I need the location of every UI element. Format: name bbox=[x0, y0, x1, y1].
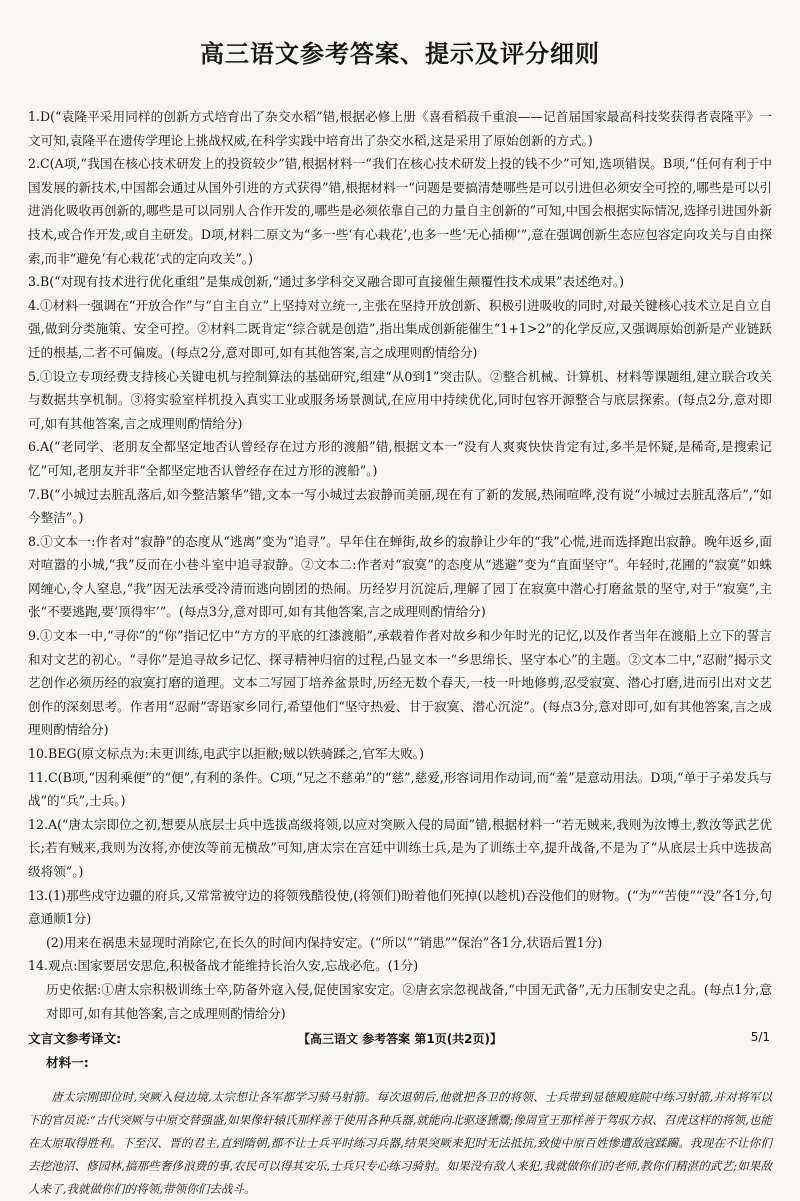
answer-list bbox=[28, 105, 772, 1025]
section-heading: 文言文参考译文: bbox=[28, 1031, 122, 1047]
answer-item-13-2: (2)用来在祸患未显现时消除它,在长久的时间内保持安定。(“所以”“销患”“保治”各1分,状语后置1分) bbox=[46, 934, 603, 950]
answer-item-10: 10.BEG(原文标点为:未更训练,电武宇以拒敝;贼以铁骑蹂之,官军大败。) bbox=[28, 746, 424, 762]
answer-item-11: 11.C(B项,“因利乘便”的“便”,有利的条件。C项,“兄之不慈弟”的“慈”,慈爱,形容词用作动词,而“羞”是意动用法。D项,“单于子弟发兵与战”的“兵”,士兵。) bbox=[28, 769, 772, 809]
answer-item-3: 3.B(“对现有技术进行优化重组”是集成创新,“通过多学科交叉融合即可直接催生颠覆性技术成果”表述绝对。) bbox=[28, 274, 625, 290]
footer-label: 【高三语文 参考答案 第1页(共2页)】 bbox=[297, 1032, 503, 1046]
page-number: 5/1 bbox=[750, 1030, 770, 1044]
answer-item-7: 7.B(“小城过去脏乱落后,如今整洁繁华”错,文本一写小城过去寂静而美丽,现在有了新的发展,热闹喧哗,没有说“小城过去脏乱落后”,“如今整洁”。) bbox=[28, 486, 772, 526]
answer-item-1: 1.D(“袁隆平采用同样的创新方式培育出了杂交水稻”错,根据必修上册《喜看稻菽千重浪——记首届国家最高科技奖获得者袁隆平》一文可知,袁隆平在遗传学理论上挑战权威,在科学实践中培育出了杂交水稻,这是采用了原始创新的方式。) bbox=[28, 109, 772, 148]
page-footer bbox=[0, 1030, 800, 1052]
translation-text: 唐太宗刚即位时,突厥入侵边境,太宗想让各军都学习骑马射箭。每次退朝后,他就把各卫的将领、士兵带到显德殿庭院中练习射箭,并对将军以下的官员说:“古代突厥与中原交替强盛,如果像轩辕氏那样善于使用各种兵器,就能向北驱逐獯鬻;像周宣王那样善于驾驭方叔、召虎这样的将领,也能在太原取得胜利。下至汉、晋的君主,直到隋朝,都不让士兵平时练习兵器,结果突厥来犯时无法抵抗,致使中原百姓惨遭敌寇蹂躏。我现在不让你们去挖池沼、修园林,搞那些奢侈浪费的事,农民可以得其安乐,士兵只专心练习骑射。如果没有敌人来犯,我就做你们的老师,教你们精湛的武艺;如果敌人来了,我就做你们的将领,带领你们去战斗。 bbox=[28, 1089, 772, 1196]
answer-item-8: 8.①文本一:作者对“寂静”的态度从“逃离”变为“追寻”。早年住在蝉街,故乡的寂静让少年的“我”心慌,进而选择跑出寂静。晚年返乡,面对喧嚣的小城,“我”反而在小巷斗室中追寻寂静。②文本二:作者对“寂寞”的态度从“逃避”变为“直面坚守”。年轻时,花圃的“寂寞”如蛛网缠心,令人窒息,“我”因无法承受冷清而逃向剧团的热闹。历经岁月沉淀后,理解了园丁在寂寞中潜心打磨盆景的坚守,对于“寂寞”,主张“不要逃跑,要‘顶得牢’”。(每点3分,意对即可,如有其他答案,言之成理则酌情给分) bbox=[28, 533, 772, 620]
answer-item-9: 9.①文本一中,“寻你”的“你”指记忆中“方方的平底的红漆渡船”,承载着作者对故乡和少年时光的记忆,以及作者当年在渡船上立下的誓言和对文艺的初心。“寻你”是追寻故乡记忆、探寻精神归宿的过程,凸显文本一“乡思绵长、坚守本心”的主题。②文本二中,“忍耐”揭示文艺创作必须历经的寂寞打磨的道理。文本二写园丁培养盆景时,历经无数个春天,一枝一叶地修剪,忍受寂寞、潜心打磨,进而引出对文艺创作的深刻思考。作者用“忍耐”寄语家乡同行,希望他们“坚守热爱、甘于寂寞、潜心沉淀”。(每点3分,意对即可,如有其他答案,言之成理则酌情给分) bbox=[28, 628, 772, 738]
page-title: 高三语文参考答案、提示及评分细则 bbox=[200, 40, 600, 68]
material-heading: 材料一: bbox=[46, 1054, 89, 1070]
answer-item-14: 14.观点:国家要居安思危,积极备战才能维持长治久安,忘战必危。(1分) bbox=[28, 958, 419, 974]
answer-item-14-evidence: 历史依据:①唐太宗积极训练士卒,防备外寇入侵,促使国家安定。②唐玄宗忽视战备,“中国无武备”,无力压制安史之乱。(每点1分,意对即可,如有其他答案,言之成理则酌情给分) bbox=[46, 981, 772, 1021]
answer-item-2: 2.C(A项,“我国在核心技术研发上的投资较少”错,根据材料一“我们在核心技术研发上投的钱不少”可知,选项错误。B项,“任何有利于中国发展的新技术,中国都会通过从国外引进的方式获得”错,根据材料一“问题是要搞清楚哪些是可以引进但必须安全可控的,哪些是可以引进消化吸收再创新的,哪些是可以同别人合作开发的,哪些是必须依靠自己的力量自主创新的”可知,中国会根据实际情况,选择引进国外新技术,或合作开发,或自主研发。D项,材料二原文为“多一些‘有心栽花’,也多一些‘无心插柳’”,意在强调创新生态应包容定向攻关与自由探索,而非“避免‘有心栽花’式的定向攻关”。) bbox=[28, 156, 772, 266]
answer-item-13-1: 13.(1)那些戍守边疆的府兵,又常常被守边的将领残酷役使,(将领们)盼着他们死掉(以趁机)吞没他们的财物。(“为”“苦使”“没”各1分,句意通顺1分) bbox=[28, 887, 772, 927]
answer-item-5: 5.①设立专项经费支持核心关键电机与控制算法的基础研究,组建“从0到1”突击队。②整合机械、计算机、材料等课题组,建立联合攻关与数据共享机制。③将实验室样机投入真实工业或服务场景测试,在应用中持续优化,同时包容开源整合与底层探索。(每点2分,意对即可,如有其他答案,言之成理则酌情给分) bbox=[28, 368, 772, 431]
answer-item-4: 4.①材料一强调在“开放合作”与“自主自立”上坚持对立统一,主张在坚持开放创新、积极引进吸收的同时,对最关键核心技术立足自立自强,做到分类施策、安全可控。②材料二既肯定“综合就是创造”,指出集成创新能催生“1+1>2”的化学反应,又强调原始创新是产业链跃迁的根基,二者不可偏废。(每点2分,意对即可,如有其他答案,言之成理则酌情给分) bbox=[28, 297, 772, 360]
answer-item-6: 6.A(“老同学、老朋友全都坚定地否认曾经存在过方形的渡船”错,根据文本一“没有人爽爽快快肯定有过,多半是怀疑,是稀奇,是搜索记忆”可知,老朋友并非“全都坚定地否认曾经存在过方形的渡船”。) bbox=[28, 439, 772, 478]
answer-item-12: 12.A(“唐太宗即位之初,想要从底层士兵中选拔高级将领,以应对突厥入侵的局面”错,根据材料一“若无贼来,我则为汝博士,教汝等武艺优长;若有贼来,我则为汝将,亦使汝等前无横敌”可知,唐太宗在宫廷中训练士兵,是为了训练士卒,提升战备,不是为了“从底层士兵中选拔高级将领”。) bbox=[28, 816, 772, 879]
